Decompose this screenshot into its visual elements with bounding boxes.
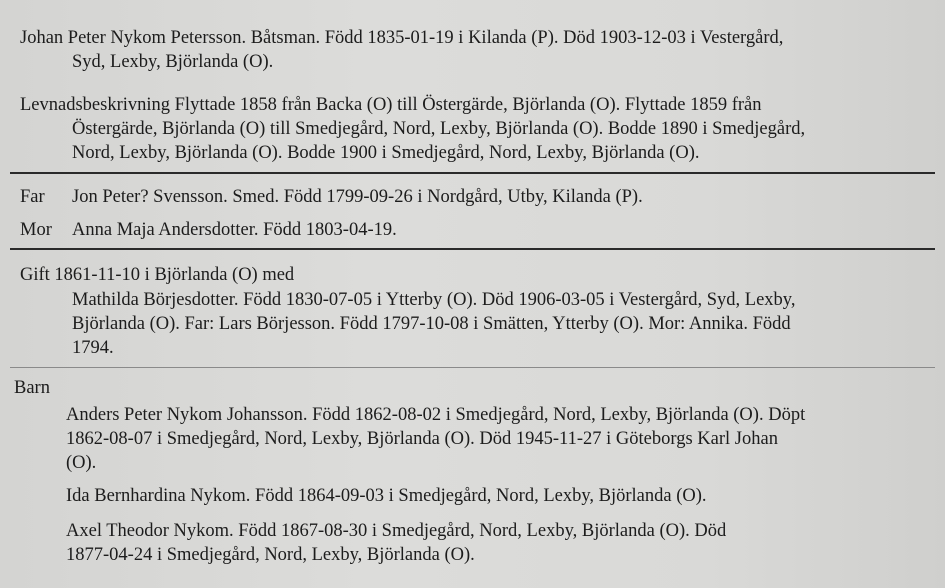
children-heading: Barn — [14, 378, 50, 398]
child-3-line-2: 1877-04-24 i Smedjegård, Nord, Lexby, Björlanda (O). — [66, 545, 475, 565]
biography-line-3: Nord, Lexby, Björlanda (O). Bodde 1900 i Smedjegård, Nord, Lexby, Björlanda (O). — [72, 143, 700, 163]
marriage-heading: Gift 1861-11-10 i Björlanda (O) med — [20, 265, 295, 285]
father-text: Jon Peter? Svensson. Smed. Född 1799-09-26 i Nordgård, Utby, Kilanda (P). — [72, 187, 643, 207]
person-line-1: Johan Peter Nykom Petersson. Båtsman. Född 1835-01-19 i Kilanda (P). Död 1903-12-03 i Vestergård, — [20, 28, 784, 48]
mother-text: Anna Maja Andersdotter. Född 1803-04-19. — [72, 220, 397, 240]
spouse-line-3: 1794. — [72, 338, 114, 358]
child-1-line-3: (O). — [66, 453, 97, 473]
biography-line-1: Levnadsbeskrivning Flyttade 1858 från Backa (O) till Östergärde, Björlanda (O). Flyttade 1859 från — [20, 95, 762, 115]
divider-children — [10, 367, 935, 368]
spouse-line-2: Björlanda (O). Far: Lars Börjesson. Född 1797-10-08 i Smätten, Ytterby (O). Mor: Annika. Född — [72, 314, 791, 334]
mother-label: Mor — [20, 220, 52, 240]
child-2-line-1: Ida Bernhardina Nykom. Född 1864-09-03 i Smedjegård, Nord, Lexby, Björlanda (O). — [66, 486, 707, 506]
spouse-line-1: Mathilda Börjesdotter. Född 1830-07-05 i Ytterby (O). Död 1906-03-05 i Vestergård, Syd, Lexby, — [72, 290, 796, 310]
father-label: Far — [20, 187, 45, 207]
divider-parents-bottom — [10, 248, 935, 250]
child-1-line-2: 1862-08-07 i Smedjegård, Nord, Lexby, Björlanda (O). Död 1945-11-27 i Göteborgs Karl Johan — [66, 429, 778, 449]
person-line-2: Syd, Lexby, Björlanda (O). — [72, 52, 274, 72]
divider-parents-top — [10, 172, 935, 174]
child-1-line-1: Anders Peter Nykom Johansson. Född 1862-08-02 i Smedjegård, Nord, Lexby, Björlanda (O). Döpt — [66, 405, 806, 425]
child-3-line-1: Axel Theodor Nykom. Född 1867-08-30 i Smedjegård, Nord, Lexby, Björlanda (O). Död — [66, 521, 727, 541]
biography-line-2: Östergärde, Björlanda (O) till Smedjegård, Nord, Lexby, Björlanda (O). Bodde 1890 i Smedjegård, — [72, 119, 806, 139]
